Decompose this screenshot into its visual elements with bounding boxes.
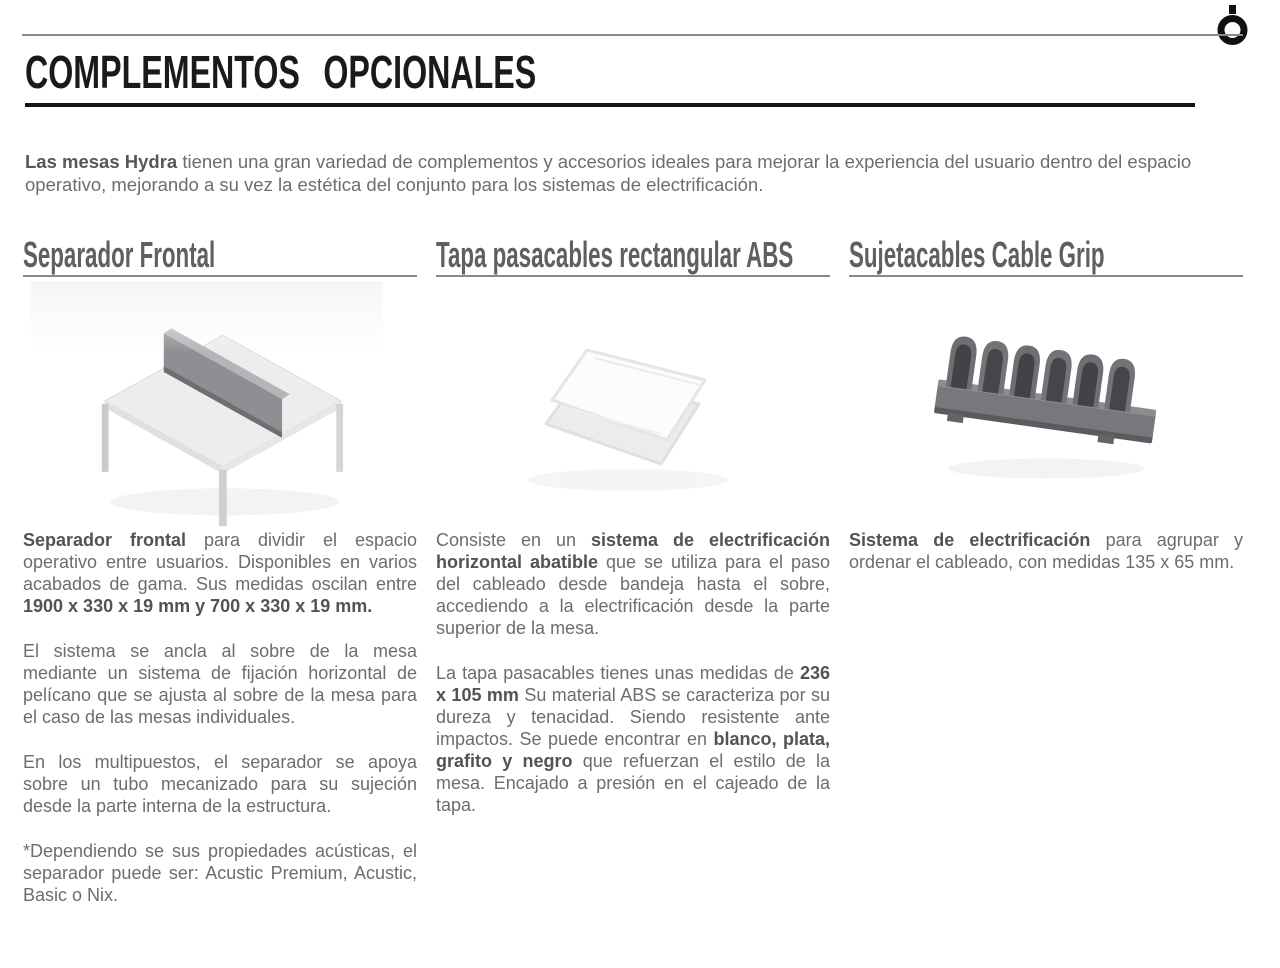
paragraph: La tapa pasacables tienes unas medidas de 236 x 105 mm Su material ABS se caracteriza por su dureza y tenacidad. Siendo resistente ante impactos. Se puede encontrar en blanco, plata, grafito y negro que refuerzan el estilo de la mesa. Encajado a presión en el cajeado de la tapa. <box>436 663 830 815</box>
paragraph: Separador frontal para dividir el espacio operativo entre usuarios. Disponibles en varios acabados de gama. Sus medidas oscilan entre 1900 x 330 x 19 mm y 700 x 330 x 19 mm. <box>23 530 417 616</box>
intro-text: tienen una gran variedad de complementos y accesorios ideales para mejorar la experiencia del usuario dentro del espacio operativo, mejorando a su vez la estética del conjunto para los sistemas de electrificación. <box>25 151 1192 195</box>
title-underline-rule <box>25 103 1195 107</box>
column-title: Separador Frontal <box>23 234 216 275</box>
three-column-layout <box>23 236 1244 906</box>
intro-paragraph <box>25 150 1245 196</box>
separador-frontal-image <box>23 277 417 529</box>
intro-lead: Las mesas Hydra <box>25 151 178 172</box>
cable-grip-image <box>849 277 1243 529</box>
tapa-pasacables-image <box>436 277 830 529</box>
abs-cover-illustration <box>463 277 803 529</box>
column-title: Tapa pasacables rectangular ABS <box>436 234 794 275</box>
column-separador-frontal <box>23 236 417 906</box>
paragraph: Sistema de electrificación para agrupar y ordenar el cableado, con medidas 135 x 65 mm. <box>849 530 1243 572</box>
cable-grip-illustration <box>906 277 1186 529</box>
paragraph: Consiste en un sistema de electrificación horizontal abatible que se utiliza para el paso del cableado desde bandeja hasta el sobre, accediendo a la electrificación desde la parte superior de la mesa. <box>436 530 831 638</box>
paragraph-footnote: *Dependiendo se sus propiedades acústicas, el separador puede ser: Acustic Premium, Acustic, Basic o Nix. <box>23 841 417 905</box>
paragraph: En los multipuestos, el separador se apoya sobre un tubo mecanizado para su sujeción desde la parte interna de la estructura. <box>23 752 417 816</box>
column-sujetacables <box>849 236 1243 906</box>
top-divider-rule <box>22 34 1243 36</box>
column-title: Sujetacables Cable Grip <box>849 234 1105 275</box>
column-tapa-pasacables <box>436 236 830 906</box>
ring-logo-icon <box>1216 5 1249 45</box>
paragraph: El sistema se ancla al sobre de la mesa mediante un sistema de fijación horizontal de pelícano que se ajusta al sobre de la mesa para el caso de las mesas individuales. <box>23 641 417 727</box>
image-background-band <box>31 281 383 353</box>
page-title: COMPLEMENTOS OPCIONALES <box>25 46 537 98</box>
